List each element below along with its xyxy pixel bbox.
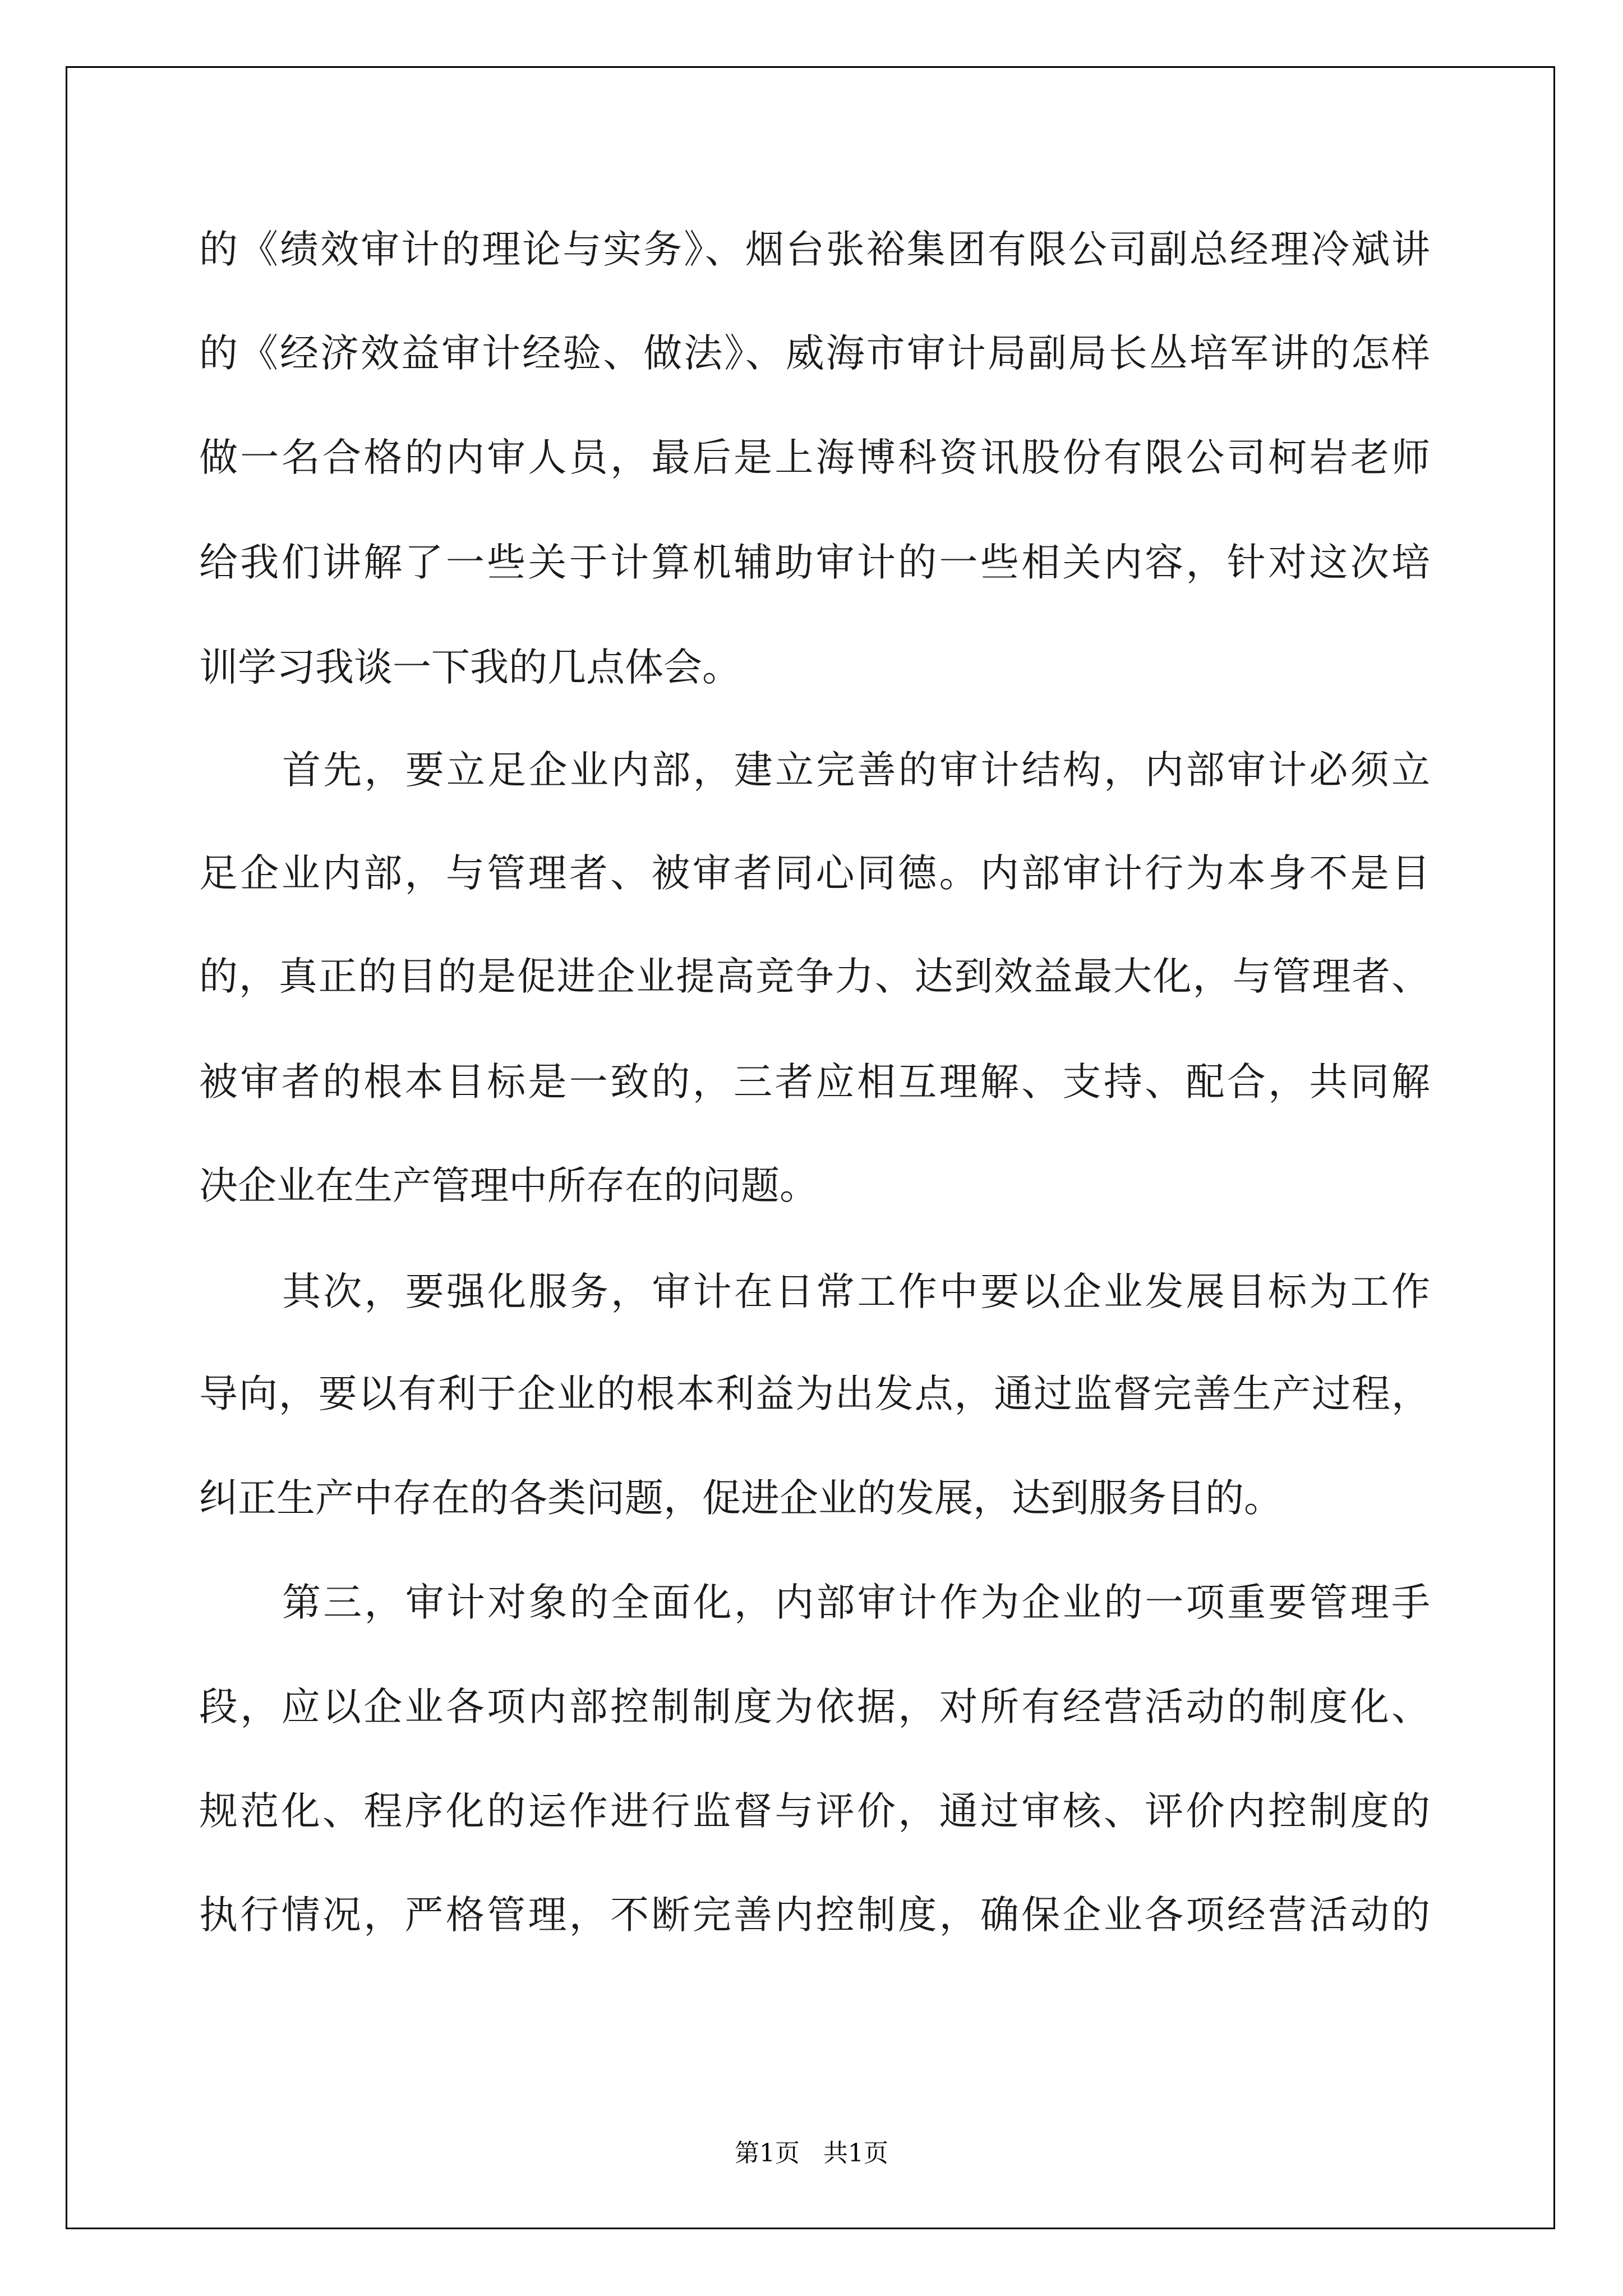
text-line: 段，应以企业各项内部控制制度为依据，对所有经营活动的制度化、	[199, 1685, 1430, 1729]
text-line: 决企业在生产管理中所存在的问题。	[199, 1163, 818, 1208]
text-line: 纠正生产中存在的各类问题，促进企业的发展，达到服务目的。	[199, 1476, 1283, 1521]
text-line: 的《经济效益审计经验、做法》、威海市审计局副局长丛培军讲的怎样	[199, 331, 1430, 376]
text-line: 的，真正的目的是促进企业提高竞争力、达到效益最大化，与管理者、	[199, 954, 1430, 999]
text-line: 规范化、程序化的运作进行监督与评价，通过审核、评价内控制度的	[199, 1789, 1430, 1834]
text-line: 导向，要以有利于企业的根本利益为出发点，通过监督完善生产过程，	[199, 1372, 1430, 1416]
text-line: 的《绩效审计的理论与实务》、烟台张裕集团有限公司副总经理冷斌讲	[199, 227, 1430, 272]
page-number: 第1页 共1页	[735, 2139, 888, 2168]
paragraph-first-line: 首先，要立足企业内部，建立完善的审计结构，内部审计必须立	[282, 748, 1430, 793]
text-line: 训学习我谈一下我的几点体会。	[199, 645, 741, 690]
paragraph-first-line: 第三，审计对象的全面化，内部审计作为企业的一项重要管理手	[282, 1580, 1430, 1625]
text-line: 给我们讲解了一些关于计算机辅助审计的一些相关内容，针对这次培	[199, 540, 1430, 585]
text-line: 足企业内部，与管理者、被审者同心同德。内部审计行为本身不是目	[199, 851, 1430, 896]
text-line: 做一名合格的内审人员，最后是上海博科资讯股份有限公司柯岩老师	[199, 435, 1430, 480]
text-line: 被审者的根本目标是一致的，三者应相互理解、支持、配合，共同解	[199, 1060, 1430, 1105]
paragraph-first-line: 其次，要强化服务，审计在日常工作中要以企业发展目标为工作	[282, 1269, 1430, 1314]
text-line: 执行情况，严格管理，不断完善内控制度，确保企业各项经营活动的	[199, 1893, 1430, 1938]
